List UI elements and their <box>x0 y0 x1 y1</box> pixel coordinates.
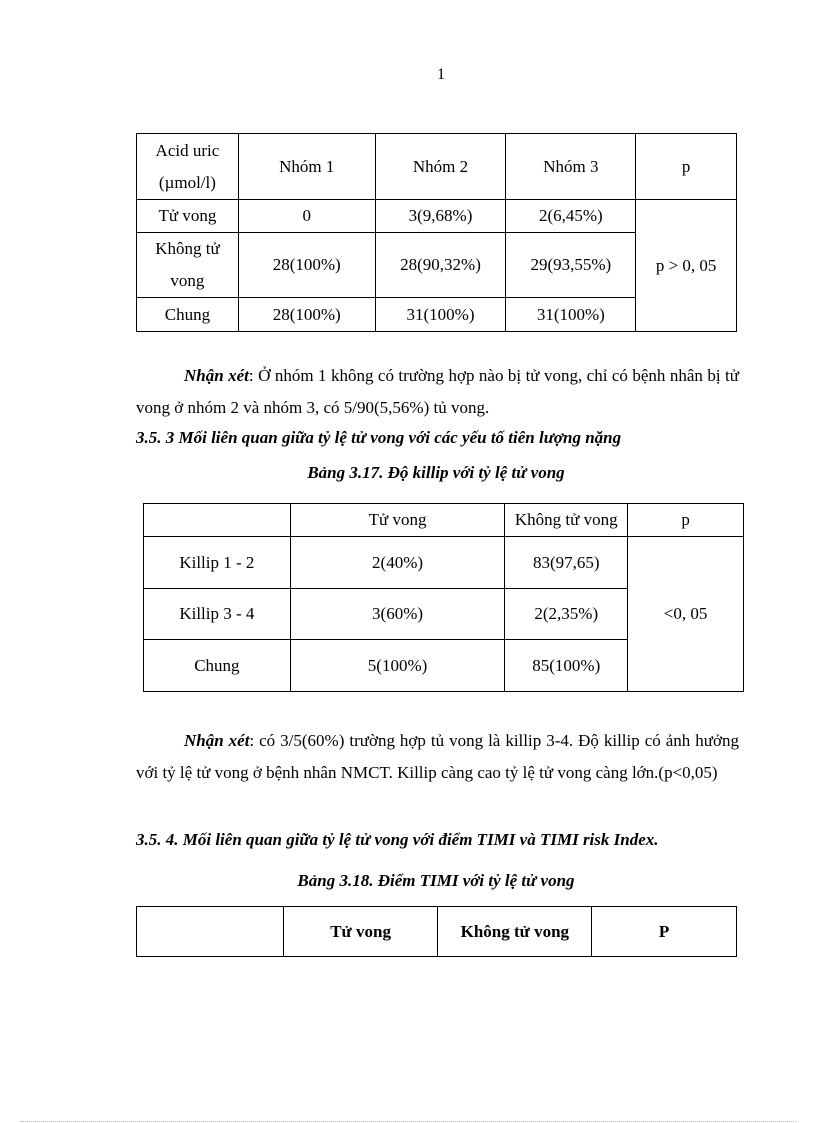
killip-table <box>143 503 744 692</box>
header-tu-vong: Tử vong <box>283 907 438 957</box>
page-number: 1 <box>437 66 445 83</box>
section-heading-3-5-3: 3.5. 3 Mối liên quan giữa tỷ lệ tử vong với các yếu tố tiên lượng nặng <box>136 428 622 447</box>
table-caption-3-17: Bảng 3.17. Độ killip với tỷ lệ tử vong <box>307 463 565 482</box>
table-caption-3-18: Bảng 3.18. Điểm TIMI với tỷ lệ tử vong <box>297 871 575 890</box>
table-row: Killip 3 - 4 3(60%) 2(2,35%) <box>144 589 744 640</box>
table-row: Tử vong 0 3(9,68%) 2(6,45%) p > 0, 05 <box>137 200 737 233</box>
section-heading-3-5-4: 3.5. 4. Mối liên quan giữa tỷ lệ tử vong với điểm TIMI và TIMI risk Index. <box>136 830 659 849</box>
header-nhom-2: Nhóm 2 <box>375 134 506 200</box>
acid-uric-table <box>136 133 737 332</box>
p-value-cell: p > 0, 05 <box>636 200 737 332</box>
table-row: Không tử vong 28(100%) 28(90,32%) 29(93,55%) <box>137 233 737 298</box>
header-tu-vong: Tử vong <box>290 504 505 537</box>
header-p: p <box>636 134 737 200</box>
header-nhom-3: Nhóm 3 <box>506 134 636 200</box>
p-value-cell: <0, 05 <box>628 537 744 692</box>
header-p: P <box>592 907 737 957</box>
timi-table <box>136 906 737 957</box>
table-row: Chung 28(100%) 31(100%) 31(100%) <box>137 298 737 332</box>
header-nhom-1: Nhóm 1 <box>238 134 375 200</box>
header-p: p <box>628 504 744 537</box>
note-paragraph-1: Nhận xét: Ở nhóm 1 không có trường hợp nào bị tử vong, chỉ có bệnh nhân bị tử vong ở nhóm 2 và nhóm 3, có 5/90(5,56%) tủ vong. <box>136 366 739 417</box>
header-khong-tu-vong: Không tử vong <box>438 907 592 957</box>
table-row: Killip 1 - 2 2(40%) 83(97,65) <0, 05 <box>144 537 744 589</box>
header-acid-uric: Acid uric (µmol/l) <box>137 134 239 200</box>
header-khong-tu-vong: Không tử vong <box>505 504 628 537</box>
page-bottom-border <box>20 1121 796 1122</box>
table-row: Chung 5(100%) 85(100%) <box>144 640 744 692</box>
note-paragraph-2: Nhận xét: có 3/5(60%) trường hợp tủ vong là killip 3-4. Độ killip có ảnh hưởng với tỷ lệ tử vong ở bệnh nhân NMCT. Killip càng cao tỷ lệ tử vong càng lớn.(p<0,05) <box>136 731 739 782</box>
